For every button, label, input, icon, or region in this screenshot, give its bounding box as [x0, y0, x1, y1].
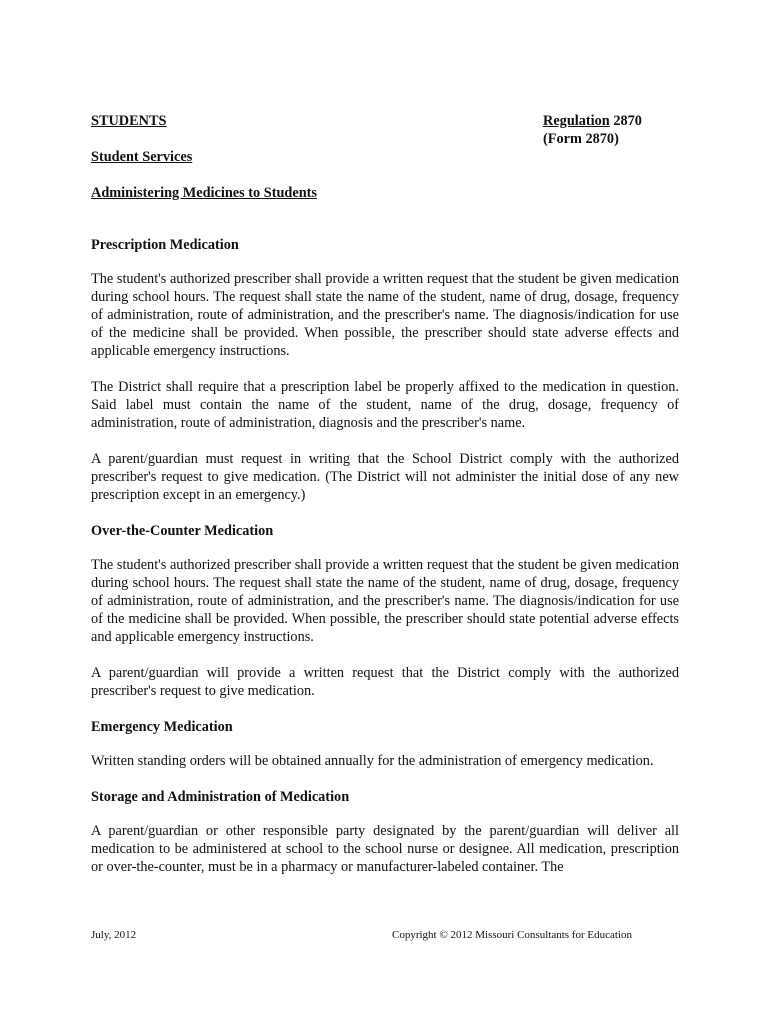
section-heading-storage: Storage and Administration of Medication	[91, 789, 350, 805]
policy-subcategory: Student Services	[91, 149, 193, 165]
section-heading-prescription: Prescription Medication	[91, 237, 239, 253]
regulation-reference	[543, 112, 703, 148]
footer-date: July, 2012	[91, 929, 137, 941]
footer-copyright: Copyright © 2012 Missouri Consultants for Education	[392, 929, 632, 941]
paragraph: The District shall require that a prescription label be properly affixed to the medication in question. Said label must contain the name of the student, name of the drug, dosage, frequency of administration, route of administration, diagnosis and the prescriber's name.	[91, 379, 679, 431]
paragraph: The student's authorized prescriber shall provide a written request that the student be given medication during school hours. The request shall state the name of the student, name of drug, dosage, frequency of administration, route of administration, and the prescriber's name. The diagnosis/indication for use of the medicine shall be provided. When possible, the prescriber should state adverse effects and applicable emergency instructions.	[91, 271, 679, 359]
paragraph: The student's authorized prescriber shall provide a written request that the student be given medication during school hours. The request shall state the name of the student, name of drug, dosage, frequency of administration, route of administration, and the prescriber's name. The diagnosis/indication for use of the medicine shall be provided. When possible, the prescriber should state potential adverse effects and applicable emergency instructions.	[91, 557, 679, 645]
document-header	[91, 112, 491, 202]
regulation-number: 2870	[613, 113, 642, 129]
paragraph: A parent/guardian must request in writing that the School District comply with the authorized prescriber's request to give medication. (The District will not administer the initial dose of any new prescription except in an emergency.)	[91, 451, 679, 503]
document-body	[91, 236, 679, 894]
regulation-line	[543, 112, 703, 130]
policy-category: STUDENTS	[91, 113, 167, 129]
paragraph: Written standing orders will be obtained annually for the administration of emergency medication.	[91, 753, 654, 769]
section-heading-emergency: Emergency Medication	[91, 719, 233, 735]
paragraph: A parent/guardian or other responsible party designated by the parent/guardian will deliver all medication to be administered at school to the school nurse or designee. All medication, prescription or over-the-counter, must be in a pharmacy or manufacturer-labeled container. The	[91, 823, 679, 875]
regulation-label: Regulation	[543, 113, 610, 129]
paragraph: A parent/guardian will provide a written request that the District comply with the authorized prescriber's request to give medication.	[91, 665, 679, 699]
section-heading-otc: Over-the-Counter Medication	[91, 523, 274, 539]
policy-title: Administering Medicines to Students	[91, 185, 317, 201]
form-reference: (Form 2870)	[543, 131, 619, 147]
